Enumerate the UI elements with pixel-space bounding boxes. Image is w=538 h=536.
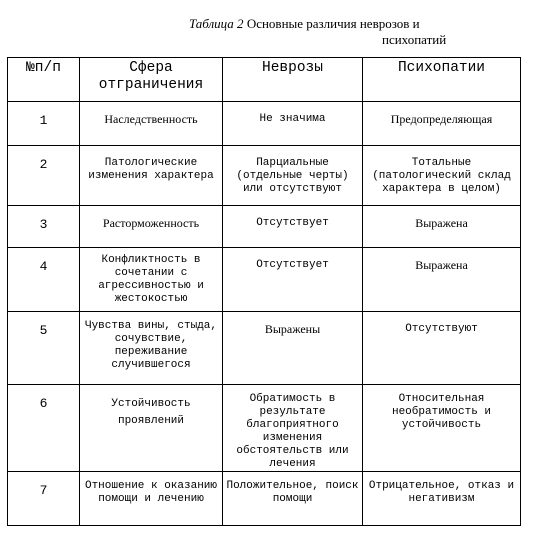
cell-sphere: Чувства вины, стыда, сочувствие, переживание случившегося (80, 312, 223, 385)
table-row (8, 102, 521, 146)
cell-neuroses: Отсутствует (223, 206, 363, 248)
cell-psychopathies: Отрицательное, отказ и негативизм (363, 472, 521, 526)
cell-psychopathies: Отсутствуют (363, 312, 521, 385)
header-neuroses: Неврозы (223, 58, 363, 102)
cell-sphere: Расторможенность (80, 206, 223, 248)
caption-line-2: психопатий (382, 32, 447, 47)
caption-label: Таблица 2 (189, 16, 244, 31)
row-number: 4 (8, 248, 80, 312)
table-row (8, 312, 521, 385)
table-header-row (8, 58, 521, 102)
header-sphere: Сфера отграничения (80, 58, 223, 102)
comparison-table (7, 57, 521, 526)
table-row (8, 248, 521, 312)
cell-neuroses: Не значима (223, 102, 363, 146)
row-number: 1 (8, 102, 80, 146)
cell-neuroses: Положительное, поиск помощи (223, 472, 363, 526)
cell-psychopathies: Тотальные (патологический склад характера в целом) (363, 146, 521, 206)
row-number: 3 (8, 206, 80, 248)
row-number: 5 (8, 312, 80, 385)
caption-text: Основные различия неврозов и (243, 16, 420, 31)
table-row (8, 206, 521, 248)
row-number: 6 (8, 385, 80, 472)
table-row (8, 146, 521, 206)
cell-neuroses: Выражены (223, 312, 363, 385)
header-number: №п/п (8, 58, 80, 102)
caption-line-1 (189, 16, 420, 31)
cell-neuroses: Парциальные (отдельные черты) или отсутствуют (223, 146, 363, 206)
table-row (8, 472, 521, 526)
cell-sphere: Устойчивость проявлений (80, 385, 223, 472)
cell-psychopathies: Выражена (363, 248, 521, 312)
cell-psychopathies: Выражена (363, 206, 521, 248)
cell-sphere: Отношение к оказанию помощи и лечению (80, 472, 223, 526)
cell-neuroses: Отсутствует (223, 248, 363, 312)
cell-sphere: Наследственность (80, 102, 223, 146)
cell-psychopathies: Относительная необратимость и устойчивость (363, 385, 521, 472)
header-psychopathies: Психопатии (363, 58, 521, 102)
cell-psychopathies: Предопределяющая (363, 102, 521, 146)
cell-sphere: Конфликтность в сочетании с агрессивностью и жестокостью (80, 248, 223, 312)
cell-sphere: Патологические изменения характера (80, 146, 223, 206)
table-row (8, 385, 521, 472)
row-number: 7 (8, 472, 80, 526)
row-number: 2 (8, 146, 80, 206)
cell-neuroses: Обратимость в результате благоприятного изменения обстоятельств или лечения (223, 385, 363, 472)
